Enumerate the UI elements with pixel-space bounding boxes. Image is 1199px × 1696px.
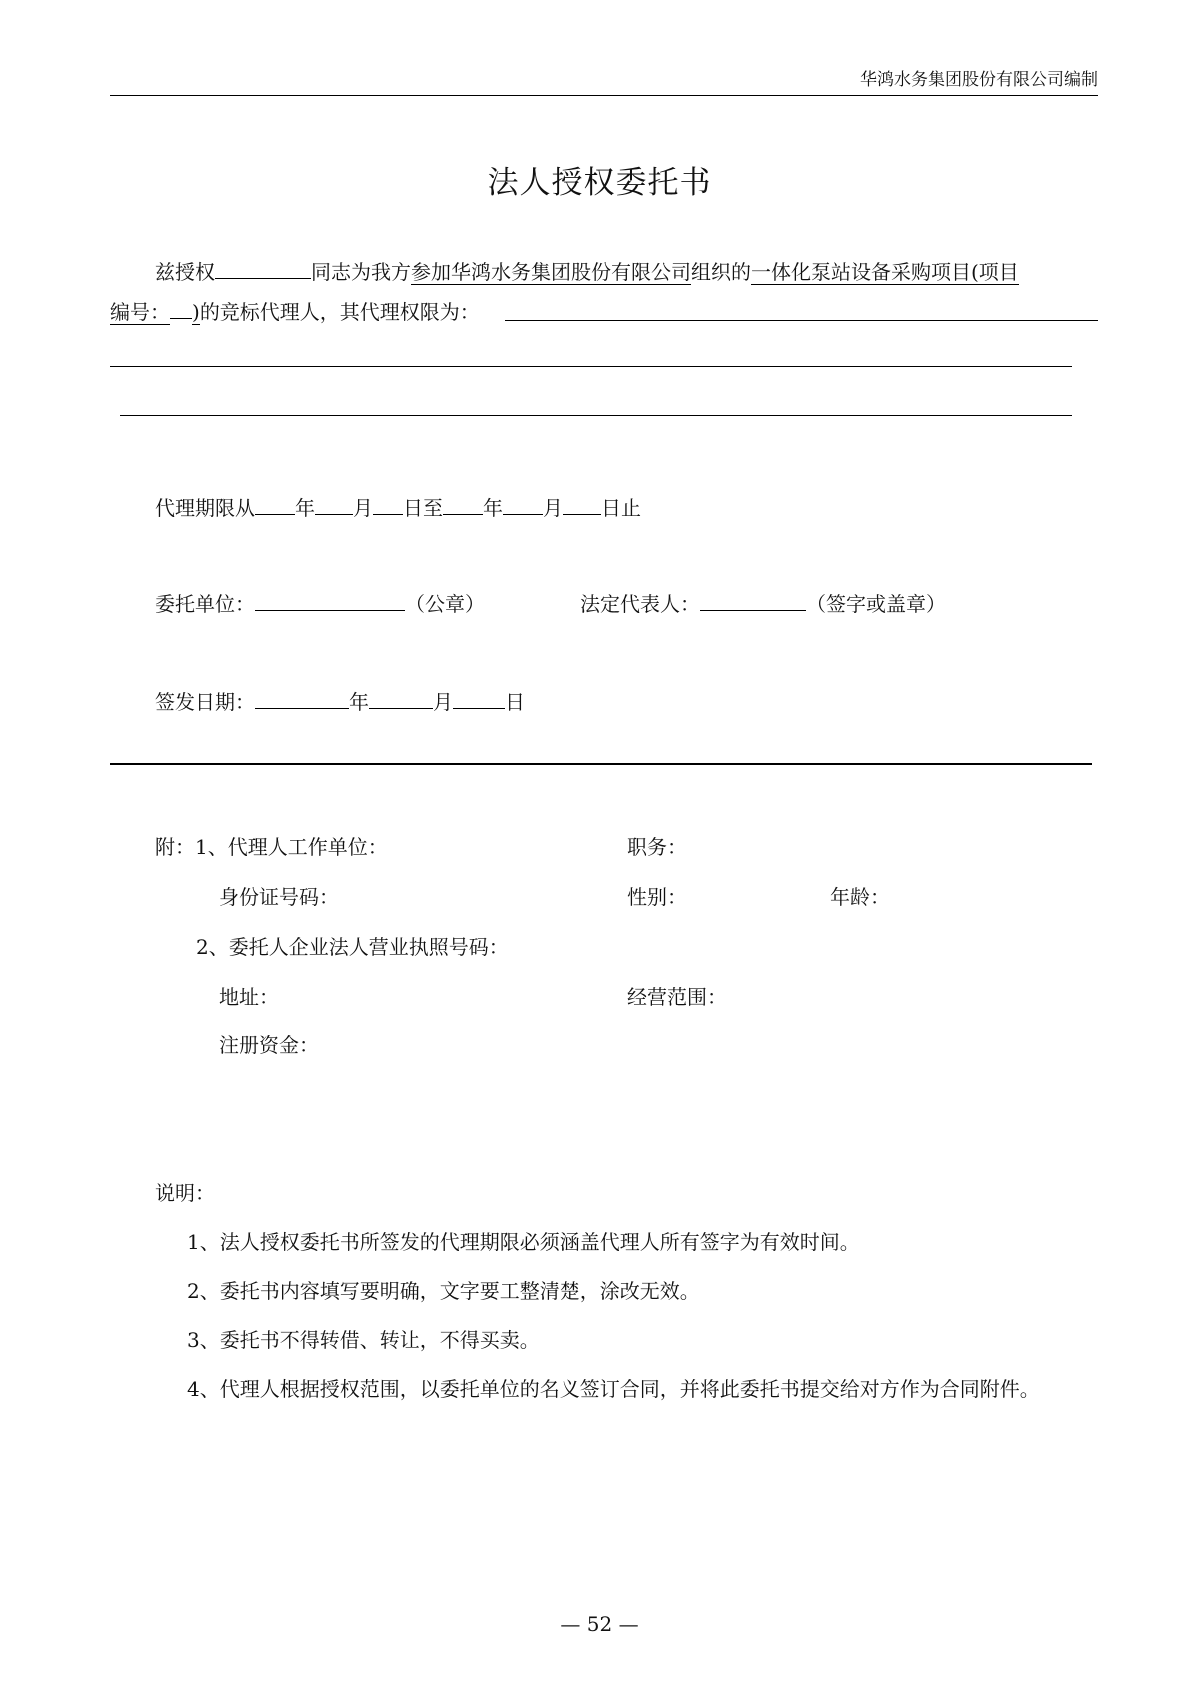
business-scope-label: 经营范围： bbox=[627, 985, 727, 1009]
period-start-month-blank[interactable] bbox=[315, 494, 353, 515]
section-divider bbox=[110, 763, 1092, 765]
period-start-year-blank[interactable] bbox=[255, 494, 295, 515]
entrust-unit-label: 委托单位： bbox=[155, 592, 255, 616]
period-label: 代理期限从 bbox=[155, 496, 255, 520]
period-year-1: 年 bbox=[295, 496, 315, 520]
period-day-1: 日至 bbox=[403, 496, 443, 520]
page-number: — 52 — bbox=[560, 1612, 639, 1636]
note-item-3: 3、委托书不得转借、转让，不得买卖。 bbox=[187, 1328, 540, 1352]
notes-heading: 说明： bbox=[155, 1181, 215, 1205]
intro-org: 参加华鸿水务集团股份有限公司 bbox=[411, 260, 691, 284]
issue-date-label: 签发日期： bbox=[155, 690, 255, 714]
period-start-day-blank[interactable] bbox=[373, 494, 403, 515]
header-divider bbox=[110, 95, 1098, 96]
note-item-1: 1、法人授权委托书所签发的代理期限必须涵盖代理人所有签字为有效时间。 bbox=[187, 1230, 860, 1254]
issue-month-blank[interactable] bbox=[369, 688, 433, 709]
intro-text-organized: 组织的 bbox=[691, 260, 751, 284]
project-number-blank[interactable] bbox=[170, 298, 192, 319]
authority-blank-line-1[interactable] bbox=[505, 320, 1098, 321]
legal-rep-row bbox=[580, 590, 946, 616]
gender-label: 性别： bbox=[627, 885, 687, 909]
agency-period-row bbox=[155, 494, 641, 520]
issue-date-row bbox=[155, 688, 525, 714]
intro-line-1 bbox=[155, 258, 1019, 284]
legal-rep-label: 法定代表人： bbox=[580, 592, 700, 616]
business-license-label: 2、委托人企业法人营业执照号码： bbox=[196, 935, 509, 959]
issue-year: 年 bbox=[349, 690, 369, 714]
period-end-month-blank[interactable] bbox=[503, 494, 543, 515]
id-number-label: 身份证号码： bbox=[219, 885, 339, 909]
intro-text-authority: 的竞标代理人，其代理权限为： bbox=[199, 300, 480, 324]
authorized-person-blank[interactable] bbox=[215, 258, 311, 279]
issue-year-blank[interactable] bbox=[255, 688, 349, 709]
authority-blank-line-2[interactable] bbox=[110, 366, 1072, 367]
note-item-2: 2、委托书内容填写要明确，文字要工整清楚，涂改无效。 bbox=[187, 1279, 700, 1303]
issue-day-blank[interactable] bbox=[453, 688, 505, 709]
period-month-1: 月 bbox=[353, 496, 373, 520]
intro-line-2 bbox=[110, 298, 480, 324]
issue-month: 月 bbox=[433, 690, 453, 714]
age-label: 年龄： bbox=[830, 885, 890, 909]
period-month-2: 月 bbox=[543, 496, 563, 520]
project-name: 一体化泵站设备采购项目(项目 bbox=[751, 260, 1019, 284]
project-number-label: 编号： bbox=[110, 300, 170, 324]
intro-text-comrade: 同志为我方 bbox=[311, 260, 411, 284]
period-end-day-blank[interactable] bbox=[563, 494, 601, 515]
period-year-2: 年 bbox=[483, 496, 503, 520]
attachment-prefix: 附： bbox=[155, 835, 195, 859]
document-title: 法人授权委托书 bbox=[487, 165, 712, 201]
entrust-unit-row bbox=[155, 590, 485, 616]
address-label: 地址： bbox=[219, 985, 279, 1009]
header-company-note: 华鸿水务集团股份有限公司编制 bbox=[860, 70, 1098, 90]
sign-note: （签字或盖章） bbox=[806, 592, 946, 616]
issue-day: 日 bbox=[505, 690, 525, 714]
legal-rep-blank[interactable] bbox=[700, 590, 806, 611]
project-paren-close: ) bbox=[192, 300, 200, 324]
registered-capital-label: 注册资金： bbox=[219, 1033, 319, 1057]
seal-note: （公章） bbox=[405, 592, 485, 616]
position-label: 职务： bbox=[627, 835, 687, 859]
entrust-unit-blank[interactable] bbox=[255, 590, 405, 611]
period-day-2: 日止 bbox=[601, 496, 641, 520]
note-item-4: 4、代理人根据授权范围，以委托单位的名义签订合同，并将此委托书提交给对方作为合同附件。 bbox=[187, 1377, 1040, 1401]
authority-blank-line-3[interactable] bbox=[120, 415, 1072, 416]
intro-text-authorize: 兹授权 bbox=[155, 260, 215, 284]
period-end-year-blank[interactable] bbox=[443, 494, 483, 515]
agent-work-unit-label: 1、代理人工作单位： bbox=[195, 835, 388, 859]
attachment-item-1 bbox=[155, 835, 388, 859]
